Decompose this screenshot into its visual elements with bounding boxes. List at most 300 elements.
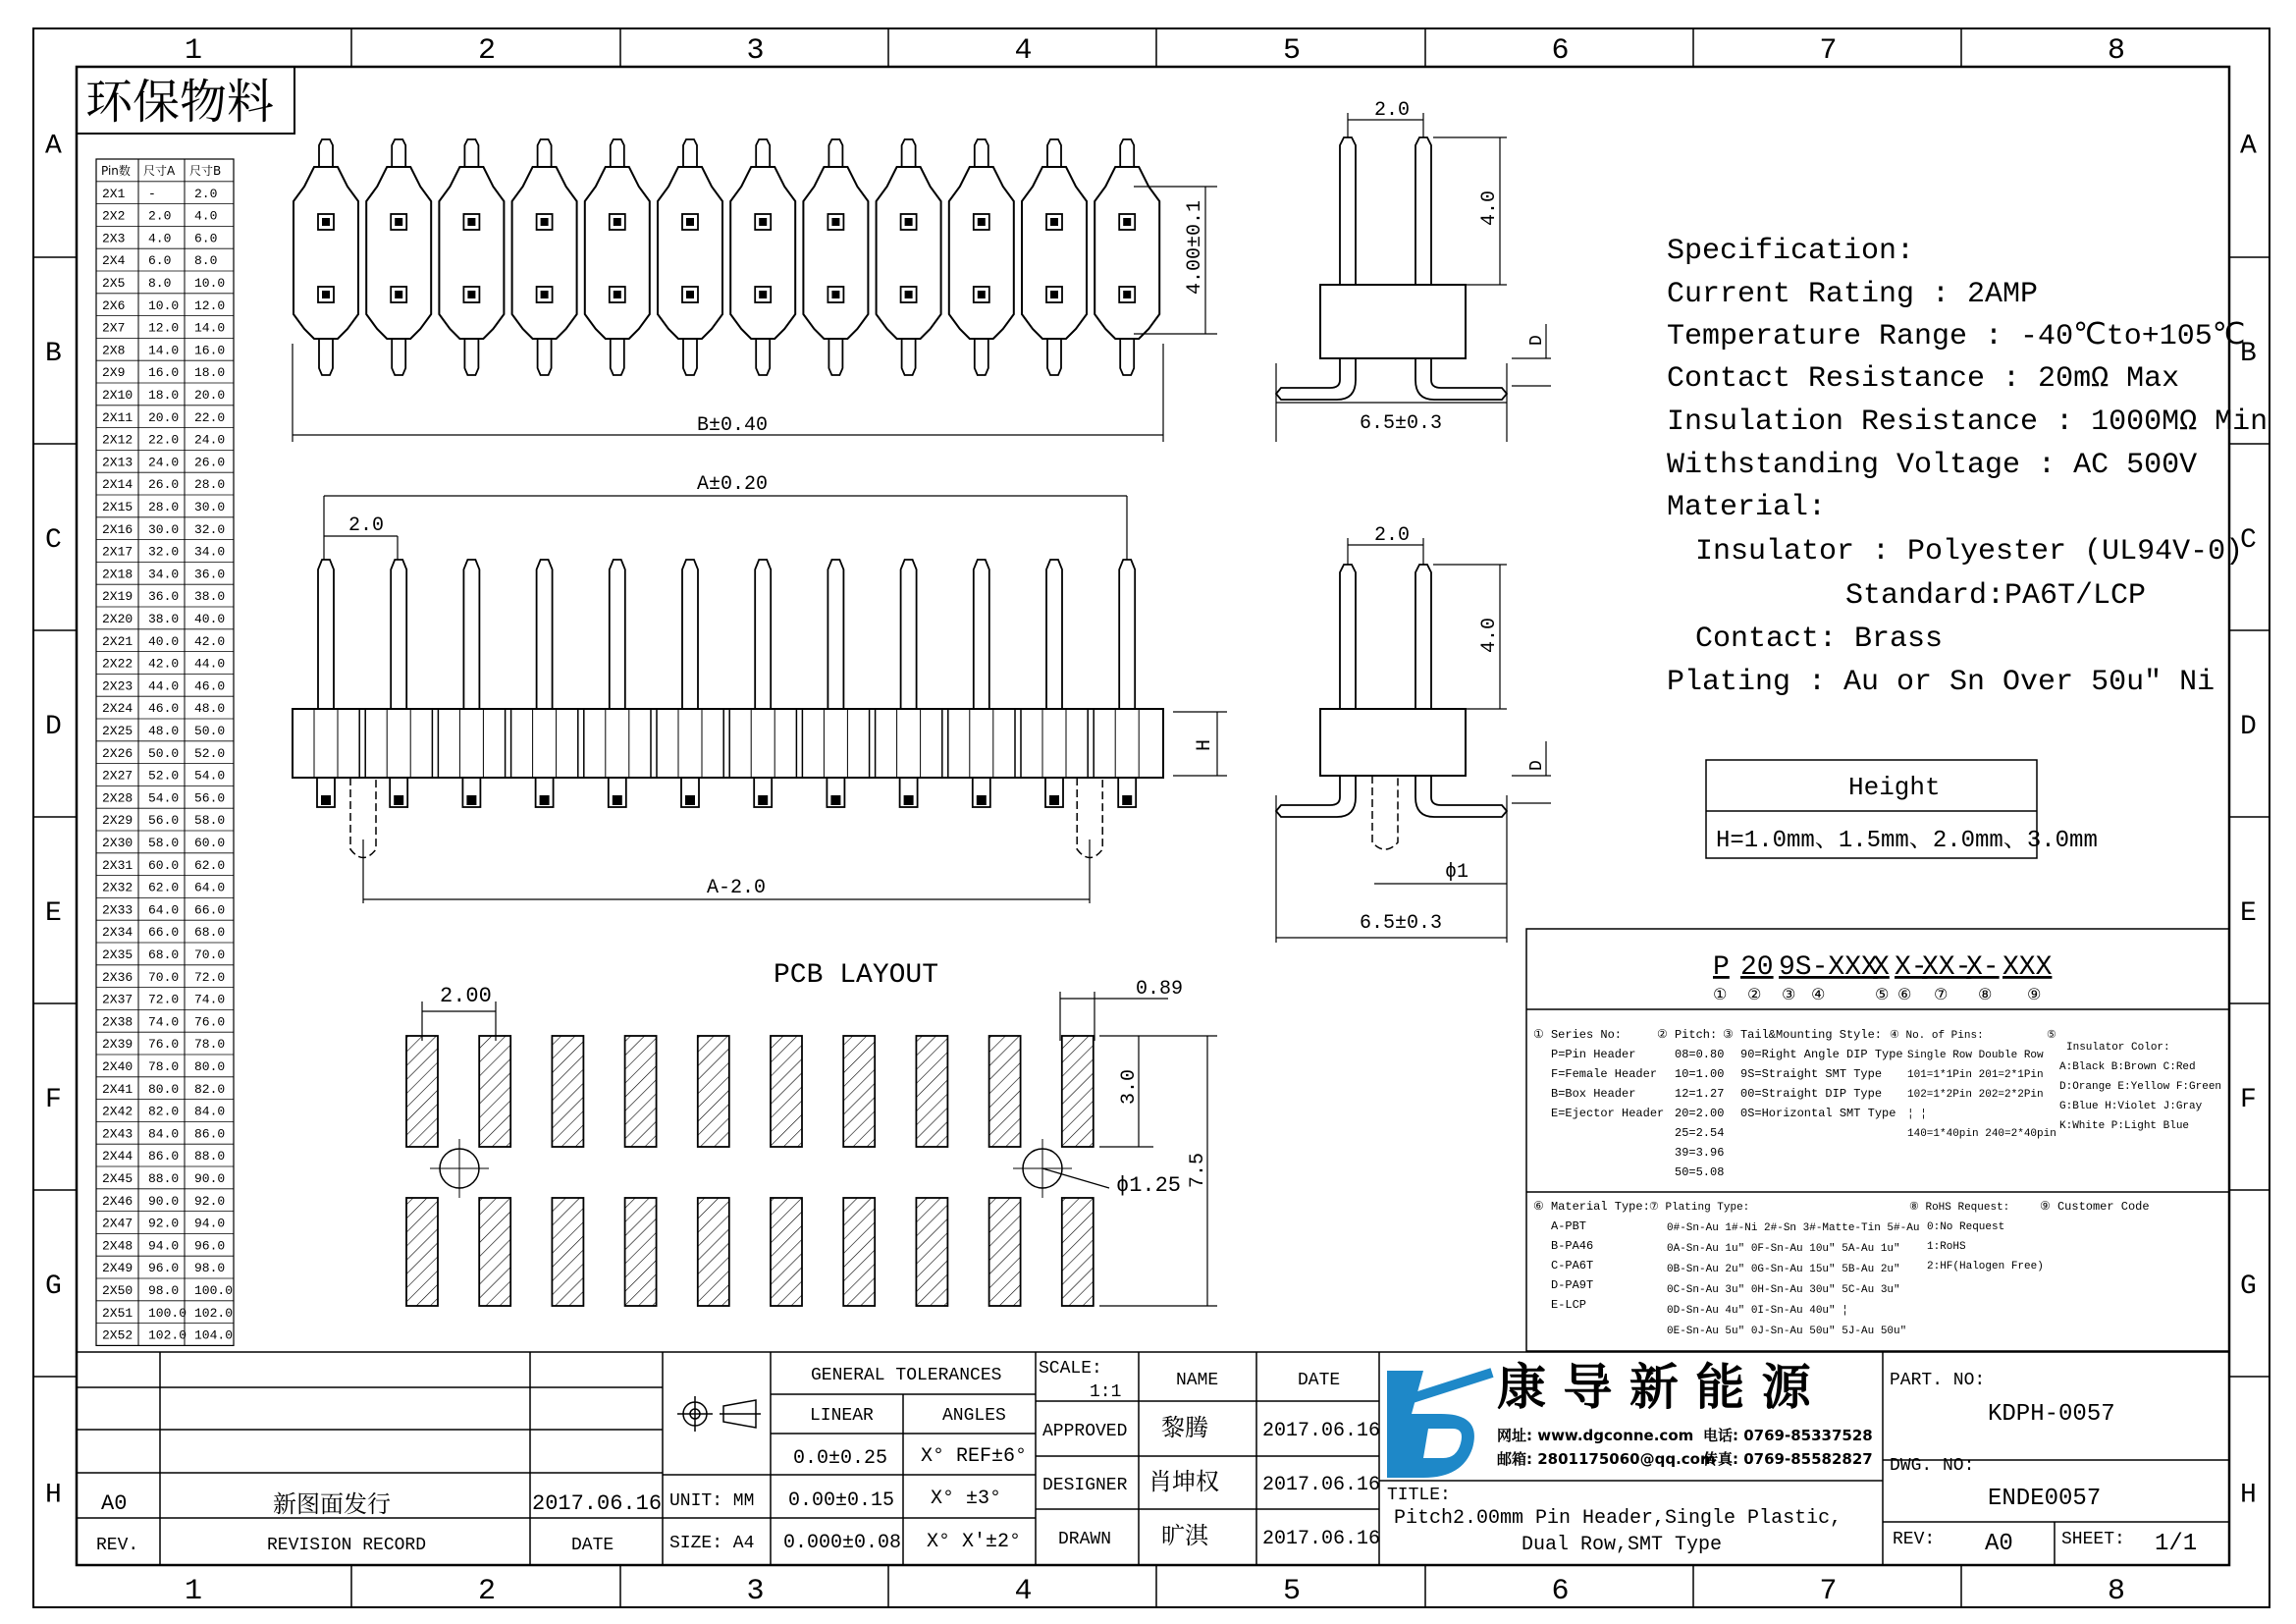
top-pin-tip bbox=[611, 339, 624, 375]
part-code-plating-line: 0E-Sn-Au 5u" 0J-Sn-Au 50u" 5J-Au 50u" bbox=[1667, 1326, 1907, 1337]
pin-table-cell: 100.0 bbox=[194, 1283, 234, 1298]
pin-table-cell: 80.0 bbox=[194, 1059, 226, 1074]
side-pin bbox=[1415, 565, 1431, 709]
row-label: A bbox=[45, 131, 62, 162]
pin-table-cell: 2X14 bbox=[102, 477, 133, 493]
pin-table-cell: 90.0 bbox=[148, 1193, 180, 1209]
top-pin-tip bbox=[975, 139, 988, 167]
part-code-segment: X- bbox=[1966, 952, 2000, 983]
pcb-pad-top bbox=[843, 1036, 875, 1147]
pin-table-cell: 80.0 bbox=[148, 1081, 180, 1097]
pin-table-cell: 2X30 bbox=[102, 836, 133, 850]
pin-table-cell: 2X24 bbox=[102, 701, 133, 717]
pin-table-header: 尺寸B bbox=[189, 164, 222, 178]
pin-table-header: 尺寸A bbox=[143, 164, 176, 178]
pin-table-cell: 16.0 bbox=[194, 343, 226, 358]
rev-label: REV: bbox=[1893, 1530, 1936, 1549]
pin-table-cell: 2X9 bbox=[102, 365, 126, 381]
rev-col-date: DATE bbox=[571, 1536, 614, 1555]
part-code-index: ② bbox=[1747, 985, 1762, 1003]
side-pin bbox=[1340, 137, 1356, 285]
row-label: C bbox=[45, 525, 62, 556]
pin-table-cell: 2X1 bbox=[102, 186, 126, 201]
pin-table-cell: 2X23 bbox=[102, 678, 133, 694]
part-code-pitch-line: 20=2.00 bbox=[1675, 1107, 1725, 1120]
top-housing-cell bbox=[803, 167, 868, 339]
column-label: 6 bbox=[1551, 1575, 1570, 1608]
dim-top-height: 4.00±0.1 bbox=[1184, 199, 1206, 295]
pin-table-cell: 36.0 bbox=[194, 567, 226, 582]
front-pin-foot bbox=[613, 795, 622, 805]
pin-table-cell: 100.0 bbox=[148, 1305, 187, 1321]
pin-table-cell: 2X39 bbox=[102, 1037, 133, 1053]
pin-table-cell: 68.0 bbox=[148, 947, 180, 962]
top-housing-cell bbox=[877, 167, 941, 339]
part-code-index: ⑥ bbox=[1897, 985, 1912, 1003]
pin-table-cell: 2.0 bbox=[194, 186, 218, 201]
drawn-name: 旷淇 bbox=[1161, 1522, 1208, 1549]
pin-table-cell: 2X6 bbox=[102, 298, 126, 313]
row-label: H bbox=[45, 1480, 62, 1511]
pin-table-cell: 2X32 bbox=[102, 880, 133, 895]
part-code-segment: XX- bbox=[1922, 952, 1972, 983]
pin-table-cell: 2X41 bbox=[102, 1081, 133, 1097]
part-code-pins-line: 102=1*2Pin 202=2*2Pin bbox=[1907, 1089, 2044, 1101]
date-col-label: DATE bbox=[1298, 1371, 1341, 1390]
pin-table-cell: 98.0 bbox=[194, 1261, 226, 1276]
dim-side-d-2: D bbox=[1527, 760, 1547, 771]
pin-table-cell: 2X16 bbox=[102, 521, 133, 537]
pin-table-cell: 82.0 bbox=[148, 1104, 180, 1119]
pin-table-cell: 94.0 bbox=[148, 1238, 180, 1254]
pin-table-cell: 34.0 bbox=[148, 567, 180, 582]
pin-table-cell: 62.0 bbox=[148, 880, 180, 895]
dim-side-width-1: 6.5±0.3 bbox=[1360, 412, 1443, 435]
pcb-pad-bottom bbox=[1062, 1198, 1094, 1306]
column-label: 1 bbox=[185, 34, 203, 68]
dim-side-4-1: 4.0 bbox=[1478, 189, 1501, 226]
top-housing-cell bbox=[585, 167, 650, 339]
top-housing-cell bbox=[366, 167, 431, 339]
pin-table-cell: 6.0 bbox=[194, 231, 218, 246]
part-code-mounting-line: 90=Right Angle DIP Type bbox=[1740, 1048, 1903, 1061]
part-code-mounting-line: 0S=Horizontal SMT Type bbox=[1740, 1107, 1896, 1120]
spec-line: Material: bbox=[1667, 491, 1827, 524]
side-locating-peg bbox=[1372, 776, 1398, 849]
row-label: E bbox=[2240, 898, 2257, 929]
part-code-plating-line: 0#-Sn-Au 1#-Ni 2#-Sn 3#-Matte-Tin 5#-Au bbox=[1667, 1222, 1920, 1234]
pin-table-cell: 96.0 bbox=[148, 1261, 180, 1276]
row-label: G bbox=[2240, 1272, 2257, 1302]
part-code-series-line: B=Box Header bbox=[1551, 1087, 1636, 1101]
top-pin-core bbox=[978, 218, 986, 226]
part-code-material-line: E-LCP bbox=[1551, 1298, 1587, 1312]
approved-name: 黎腾 bbox=[1161, 1414, 1208, 1441]
part-code-material-line: ⑥ Material Type: bbox=[1533, 1200, 1650, 1214]
pin-table-cell: 2X11 bbox=[102, 409, 133, 425]
pin-table-cell: 2X4 bbox=[102, 253, 126, 269]
front-pin bbox=[682, 560, 698, 709]
pin-table-cell: 72.0 bbox=[194, 969, 226, 985]
front-pin bbox=[901, 560, 917, 709]
pin-table-cell: 60.0 bbox=[148, 857, 180, 873]
pin-table-cell: 2X18 bbox=[102, 567, 133, 582]
designer-name: 肖坤权 bbox=[1148, 1468, 1219, 1495]
pin-table-cell: 50.0 bbox=[194, 724, 226, 738]
part-code-mounting-line: 9S=Straight SMT Type bbox=[1740, 1067, 1883, 1081]
front-pin-foot bbox=[1049, 795, 1059, 805]
pin-table-cell: 8.0 bbox=[194, 253, 218, 269]
pin-table-cell: 48.0 bbox=[194, 701, 226, 717]
pin-table-cell: 78.0 bbox=[148, 1059, 180, 1074]
drawing-title-line2: Dual Row,SMT Type bbox=[1522, 1534, 1723, 1556]
pin-table-cell: 72.0 bbox=[148, 992, 180, 1007]
row-label: B bbox=[2240, 339, 2257, 369]
part-code-pitch-line: 12=1.27 bbox=[1675, 1087, 1725, 1101]
pin-table-cell: 16.0 bbox=[148, 365, 180, 381]
pin-table-cell: 10.0 bbox=[148, 298, 180, 313]
sheet-label: SHEET: bbox=[2061, 1530, 2125, 1549]
rev-col-record: REVISION RECORD bbox=[267, 1536, 427, 1555]
top-pin-tip bbox=[319, 139, 333, 167]
pin-table-cell: 68.0 bbox=[194, 925, 226, 941]
height-title: Height bbox=[1848, 773, 1941, 802]
pcb-pad-top bbox=[479, 1036, 510, 1147]
pin-table-cell: 22.0 bbox=[148, 432, 180, 448]
dim-side-4-2: 4.0 bbox=[1478, 617, 1501, 653]
part-code-segment: X- bbox=[1895, 952, 1928, 983]
top-pin-tip bbox=[464, 139, 478, 167]
column-label: 3 bbox=[746, 1575, 765, 1608]
top-pin-tip bbox=[828, 339, 842, 375]
pin-table-cell: 2X36 bbox=[102, 969, 133, 985]
size-label: SIZE: A4 bbox=[669, 1534, 755, 1553]
top-housing-cell bbox=[1022, 167, 1087, 339]
top-pin-tip bbox=[975, 339, 988, 375]
side-smt-foot-left bbox=[1276, 776, 1356, 817]
part-code-pins-line: Single Row Double Row bbox=[1907, 1050, 2044, 1061]
pin-table-cell: 90.0 bbox=[194, 1171, 226, 1186]
part-code-pitch-line: 25=2.54 bbox=[1675, 1126, 1725, 1140]
pcb-pad-bottom bbox=[552, 1198, 583, 1306]
pin-table-cell: 2X29 bbox=[102, 813, 133, 829]
top-pin-core bbox=[322, 291, 330, 298]
top-pin-core bbox=[467, 218, 475, 226]
pin-table-cell: 42.0 bbox=[148, 656, 180, 672]
part-code-series-line: ① Series No: bbox=[1533, 1028, 1622, 1042]
pin-table-cell: 94.0 bbox=[194, 1216, 226, 1231]
pin-table-cell: 46.0 bbox=[194, 678, 226, 694]
pin-table-cell: 20.0 bbox=[194, 388, 226, 403]
pin-table-cell: 56.0 bbox=[194, 790, 226, 806]
top-pin-tip bbox=[756, 139, 770, 167]
tol-linear-1: 0.0±0.25 bbox=[793, 1447, 888, 1470]
pin-table-cell: 24.0 bbox=[148, 455, 180, 470]
pin-table-cell: 20.0 bbox=[148, 409, 180, 425]
front-pin-foot bbox=[830, 795, 840, 805]
column-label: 3 bbox=[746, 34, 765, 68]
pin-table-cell: 2X49 bbox=[102, 1261, 133, 1276]
part-code-material-line: A-PBT bbox=[1551, 1219, 1587, 1233]
pin-table-cell: 2X5 bbox=[102, 276, 126, 291]
pin-table-cell: 2X44 bbox=[102, 1149, 133, 1164]
spec-line: Temperature Range : -40℃to+105℃ bbox=[1667, 320, 2246, 353]
scale-label: SCALE: bbox=[1039, 1359, 1102, 1379]
pin-table-cell: 2X47 bbox=[102, 1216, 133, 1231]
part-code-pins-line: 140=1*40pin 240=2*40pin bbox=[1907, 1128, 2056, 1140]
designer-label: DESIGNER bbox=[1042, 1476, 1128, 1495]
rev-col-rev: REV. bbox=[96, 1536, 139, 1555]
part-code-segment: X bbox=[1873, 952, 1890, 983]
height-box bbox=[1706, 760, 2098, 858]
drawn-label: DRAWN bbox=[1058, 1530, 1112, 1549]
pcb-pad-bottom bbox=[406, 1198, 438, 1306]
row-label: B bbox=[45, 339, 62, 369]
pin-table-cell: 86.0 bbox=[194, 1126, 226, 1142]
pin-table-cell: 40.0 bbox=[194, 612, 226, 626]
top-pin-core bbox=[541, 291, 549, 298]
pin-table-cell: 28.0 bbox=[148, 500, 180, 514]
name-col-label: NAME bbox=[1176, 1371, 1219, 1390]
pin-table-cell: 66.0 bbox=[148, 925, 180, 941]
part-code-series-line: E=Ejector Header bbox=[1551, 1107, 1665, 1120]
eco-label-box bbox=[77, 67, 294, 134]
column-label: 4 bbox=[1014, 34, 1033, 68]
row-label: F bbox=[45, 1085, 62, 1115]
pin-table-cell: 2X21 bbox=[102, 633, 133, 649]
side-pin bbox=[1340, 565, 1356, 709]
pin-table-cell: 104.0 bbox=[194, 1327, 234, 1343]
pin-table-cell: 14.0 bbox=[148, 343, 180, 358]
front-pin-foot bbox=[685, 795, 695, 805]
top-pin-core bbox=[905, 218, 913, 226]
part-code-series-line: P=Pin Header bbox=[1551, 1048, 1636, 1061]
column-label: 4 bbox=[1014, 1575, 1033, 1608]
column-label: 8 bbox=[2108, 1575, 2126, 1608]
front-pin-foot bbox=[540, 795, 550, 805]
front-view-dims bbox=[324, 496, 1227, 903]
front-pin bbox=[537, 560, 553, 709]
part-code-index: ⑨ bbox=[2027, 985, 2042, 1003]
part-code-rohs-line: 1:RoHS bbox=[1927, 1241, 1966, 1253]
part-code-plating-line: 0C-Sn-Au 3u" 0H-Sn-Au 30u" 5C-Au 3u" bbox=[1667, 1284, 1900, 1296]
tolerance-symbol bbox=[677, 1396, 761, 1432]
pin-table-cell: 2X33 bbox=[102, 902, 133, 918]
pcb-pad-bottom bbox=[771, 1198, 802, 1306]
pin-table-cell: 2X3 bbox=[102, 231, 126, 246]
part-code-pins-line: ¦ ¦ bbox=[1907, 1109, 1927, 1120]
dim-pcb-row: 7.5 bbox=[1187, 1152, 1209, 1188]
top-pin-core bbox=[831, 291, 839, 298]
column-label: 5 bbox=[1283, 1575, 1302, 1608]
pin-table-cell: 14.0 bbox=[194, 320, 226, 336]
side-view-upper bbox=[1276, 137, 1507, 400]
top-pin-core bbox=[759, 291, 767, 298]
spec-line: Specification: bbox=[1667, 235, 1915, 268]
pcb-pad-bottom bbox=[989, 1198, 1021, 1306]
pin-table-cell: 2X8 bbox=[102, 343, 126, 358]
part-code-pins-line: 101=1*1Pin 201=2*1Pin bbox=[1907, 1069, 2044, 1081]
top-pin-tip bbox=[1047, 339, 1061, 375]
top-housing-cell bbox=[294, 167, 358, 339]
dim-front-bottom: A-2.0 bbox=[707, 877, 767, 899]
pin-table-cell: 12.0 bbox=[194, 298, 226, 313]
top-pin-core bbox=[1050, 291, 1058, 298]
pcb-dims bbox=[422, 992, 1217, 1306]
part-code-plating-line: 0D-Sn-Au 4u" 0I-Sn-Au 40u" ¦ bbox=[1667, 1305, 1848, 1317]
top-pin-tip bbox=[1047, 139, 1061, 167]
pin-table-cell: 88.0 bbox=[148, 1171, 180, 1186]
top-pin-core bbox=[1123, 218, 1131, 226]
pin-table-cell: 96.0 bbox=[194, 1238, 226, 1254]
front-pin bbox=[828, 560, 843, 709]
pcb-pad-bottom bbox=[625, 1198, 657, 1306]
pin-table-cell: 2X31 bbox=[102, 857, 133, 873]
unit-label: UNIT: MM bbox=[669, 1491, 755, 1511]
pin-table-cell: 92.0 bbox=[194, 1193, 226, 1209]
pcb-pad-top bbox=[698, 1036, 729, 1147]
pin-table-cell: 2X46 bbox=[102, 1193, 133, 1209]
row-label: D bbox=[2240, 712, 2257, 742]
pin-table-cell: 18.0 bbox=[148, 388, 180, 403]
pin-table-cell: 58.0 bbox=[148, 836, 180, 850]
pcb-pad-top bbox=[552, 1036, 583, 1147]
pin-table-cell: 6.0 bbox=[148, 253, 172, 269]
front-pin-foot bbox=[394, 795, 403, 805]
scale-value: 1:1 bbox=[1090, 1382, 1122, 1402]
pin-table-cell: 12.0 bbox=[148, 320, 180, 336]
top-pin-tip bbox=[464, 339, 478, 375]
pin-table-cell: 2X38 bbox=[102, 1014, 133, 1030]
part-code-series-line: F=Female Header bbox=[1551, 1067, 1658, 1081]
column-label: 2 bbox=[478, 1575, 497, 1608]
pin-table-cell: 2X10 bbox=[102, 388, 133, 403]
part-no-value: KDPH-0057 bbox=[1988, 1401, 2115, 1428]
part-code-color-line: Insulator Color: bbox=[2066, 1042, 2170, 1054]
top-pin-core bbox=[541, 218, 549, 226]
front-pin bbox=[755, 560, 771, 709]
spec-line: Contact Resistance : 20mΩ Max bbox=[1667, 362, 2180, 396]
spec-line: Insulation Resistance : 1000MΩ Min bbox=[1667, 406, 2269, 439]
pin-table-cell: 2X51 bbox=[102, 1305, 133, 1321]
part-code-pitch-line: ② Pitch: bbox=[1657, 1028, 1718, 1042]
part-code-index: ⑤ bbox=[1875, 985, 1890, 1003]
top-pin-core bbox=[759, 218, 767, 226]
pin-table-cell: 92.0 bbox=[148, 1216, 180, 1231]
top-pin-core bbox=[686, 291, 694, 298]
top-pin-core bbox=[1050, 218, 1058, 226]
dim-top-length: B±0.40 bbox=[697, 414, 769, 437]
pcb-pad-top bbox=[916, 1036, 947, 1147]
dim-pcb-pitch: 2.00 bbox=[440, 984, 492, 1008]
tol-angle-1: X° REF±6° bbox=[921, 1445, 1028, 1468]
part-code-pitch-line: 10=1.00 bbox=[1675, 1067, 1725, 1081]
top-view bbox=[294, 139, 1159, 375]
side-smt-foot-right bbox=[1415, 776, 1507, 817]
top-pin-core bbox=[905, 291, 913, 298]
column-label: 6 bbox=[1551, 34, 1570, 68]
top-housing-cell bbox=[949, 167, 1014, 339]
top-pin-tip bbox=[1120, 139, 1134, 167]
pcb-pad-top bbox=[771, 1036, 802, 1147]
top-pin-tip bbox=[828, 139, 842, 167]
general-tolerances-label: GENERAL TOLERANCES bbox=[811, 1366, 1002, 1385]
side-view-lower bbox=[1276, 565, 1507, 849]
column-label: 2 bbox=[478, 34, 497, 68]
spec-line: Insulator : Polyester (UL94V-0) bbox=[1695, 535, 2244, 568]
top-pin-tip bbox=[902, 339, 916, 375]
top-pin-tip bbox=[902, 139, 916, 167]
company-fax: 传真: 0769-85582827 bbox=[1703, 1450, 1873, 1468]
top-pin-core bbox=[395, 218, 402, 226]
front-pin bbox=[1119, 560, 1135, 709]
tol-angle-2: X° ±3° bbox=[931, 1488, 1002, 1510]
front-housing bbox=[293, 709, 1163, 778]
top-pin-tip bbox=[1120, 339, 1134, 375]
pin-table-cell: 24.0 bbox=[194, 432, 226, 448]
pcb-pad-bottom bbox=[698, 1198, 729, 1306]
pin-table-cell: 62.0 bbox=[194, 857, 226, 873]
dim-front-h: H bbox=[1194, 738, 1216, 751]
pin-table-cell: 2X28 bbox=[102, 790, 133, 806]
pcb-pad-top bbox=[1062, 1036, 1094, 1147]
front-pin-foot bbox=[977, 795, 987, 805]
spec-line: Current Rating : 2AMP bbox=[1667, 278, 2039, 311]
pin-table-cell: 70.0 bbox=[194, 947, 226, 962]
pin-table-cell: 70.0 bbox=[148, 969, 180, 985]
part-code-color-line: K:White P:Light Blue bbox=[2059, 1120, 2190, 1132]
specification-block bbox=[1667, 235, 2268, 699]
part-code-index: ⑧ bbox=[1978, 985, 1993, 1003]
approved-date: 2017.06.16 bbox=[1262, 1420, 1381, 1442]
spec-line: Contact: Brass bbox=[1695, 623, 1944, 656]
part-code-rohs-line: 0:No Request bbox=[1927, 1221, 2005, 1233]
column-label: 7 bbox=[1819, 34, 1838, 68]
pin-table-cell: 46.0 bbox=[148, 701, 180, 717]
pcb-pad-top bbox=[406, 1036, 438, 1147]
front-pin bbox=[610, 560, 625, 709]
part-code-material-line: B-PA46 bbox=[1551, 1239, 1594, 1253]
row-label: F bbox=[2240, 1085, 2257, 1115]
dwg-no-label: DWG. NO: bbox=[1890, 1456, 1975, 1476]
front-pin-foot bbox=[321, 795, 331, 805]
part-code-segment: P bbox=[1713, 952, 1730, 983]
tol-linear-3: 0.000±0.08 bbox=[783, 1532, 902, 1554]
part-code-pins-line: ④ No. of Pins: bbox=[1890, 1030, 1984, 1042]
part-code-pitch-line: 50=5.08 bbox=[1675, 1165, 1725, 1179]
pin-table-cell: 4.0 bbox=[194, 208, 218, 224]
pcb-pad-top bbox=[989, 1036, 1021, 1147]
top-housing-cell bbox=[1095, 167, 1159, 339]
pin-table-cell: 54.0 bbox=[148, 790, 180, 806]
rev-entry-date: 2017.06.16 bbox=[532, 1491, 663, 1516]
pin-table-cell: 2X27 bbox=[102, 768, 133, 784]
front-pin-foot bbox=[758, 795, 768, 805]
pin-table-cell: 2X20 bbox=[102, 612, 133, 626]
pin-table-cell: 88.0 bbox=[194, 1149, 226, 1164]
pin-table-cell: 2X7 bbox=[102, 320, 126, 336]
rev-value: A0 bbox=[1985, 1531, 2013, 1557]
pin-table-cell: 2X42 bbox=[102, 1104, 133, 1119]
pin-table-cell: 58.0 bbox=[194, 813, 226, 829]
pin-table-cell: 32.0 bbox=[148, 544, 180, 560]
pin-table-cell: 2X19 bbox=[102, 589, 133, 605]
part-code-rohs-line: ⑧ RoHS Request: bbox=[1909, 1202, 2010, 1214]
title-label: TITLE: bbox=[1387, 1486, 1451, 1505]
front-pin bbox=[974, 560, 989, 709]
company-name: 康 导 新 能 源 bbox=[1497, 1359, 1811, 1416]
part-code-plating-line: 0A-Sn-Au 1u" 0F-Sn-Au 10u" 5A-Au 1u" bbox=[1667, 1243, 1900, 1255]
